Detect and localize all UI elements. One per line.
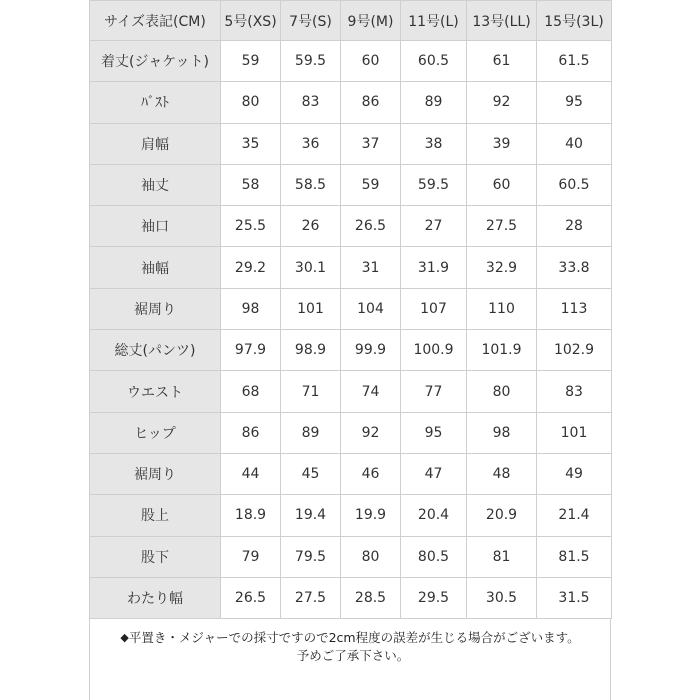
table-row bbox=[90, 247, 612, 288]
row-label: ﾊﾞｽﾄ bbox=[90, 82, 221, 123]
row-label: 股上 bbox=[90, 495, 221, 536]
size-value-cell: 36 bbox=[281, 123, 341, 164]
size-value-cell: 77 bbox=[401, 371, 467, 412]
size-value-cell: 26 bbox=[281, 206, 341, 247]
row-label: 肩幅 bbox=[90, 123, 221, 164]
size-value-cell: 28.5 bbox=[341, 577, 401, 618]
size-value-cell: 58.5 bbox=[281, 164, 341, 205]
header-size-11: 11号(L) bbox=[401, 1, 467, 41]
size-value-cell: 59.5 bbox=[281, 41, 341, 82]
header-size-13: 13号(LL) bbox=[467, 1, 537, 41]
size-value-cell: 47 bbox=[401, 453, 467, 494]
size-value-cell: 46 bbox=[341, 453, 401, 494]
size-value-cell: 19.9 bbox=[341, 495, 401, 536]
size-value-cell: 40 bbox=[537, 123, 612, 164]
size-value-cell: 30.1 bbox=[281, 247, 341, 288]
size-value-cell: 29.2 bbox=[221, 247, 281, 288]
measurement-note bbox=[89, 629, 611, 677]
size-value-cell: 26.5 bbox=[341, 206, 401, 247]
size-value-cell: 92 bbox=[467, 82, 537, 123]
size-value-cell: 18.9 bbox=[221, 495, 281, 536]
size-value-cell: 83 bbox=[537, 371, 612, 412]
size-value-cell: 27.5 bbox=[281, 577, 341, 618]
size-value-cell: 32.9 bbox=[467, 247, 537, 288]
size-value-cell: 80 bbox=[221, 82, 281, 123]
size-value-cell: 81.5 bbox=[537, 536, 612, 577]
row-label: 袖口 bbox=[90, 206, 221, 247]
table-row bbox=[90, 536, 612, 577]
size-value-cell: 80 bbox=[341, 536, 401, 577]
size-value-cell: 98 bbox=[221, 288, 281, 329]
size-value-cell: 31.9 bbox=[401, 247, 467, 288]
header-size-9: 9号(M) bbox=[341, 1, 401, 41]
header-row bbox=[90, 1, 612, 41]
size-value-cell: 61.5 bbox=[537, 41, 612, 82]
size-value-cell: 26.5 bbox=[221, 577, 281, 618]
size-value-cell: 60 bbox=[467, 164, 537, 205]
size-value-cell: 99.9 bbox=[341, 330, 401, 371]
table-row bbox=[90, 123, 612, 164]
size-value-cell: 101.9 bbox=[467, 330, 537, 371]
size-value-cell: 27 bbox=[401, 206, 467, 247]
size-value-cell: 60.5 bbox=[537, 164, 612, 205]
size-value-cell: 74 bbox=[341, 371, 401, 412]
table-row bbox=[90, 453, 612, 494]
note-text-1: 平置き・メジャーでの採寸ですので2cm程度の誤差が生じる場合がございます。 bbox=[128, 630, 580, 645]
row-label: 着丈(ジャケット) bbox=[90, 41, 221, 82]
size-value-cell: 95 bbox=[401, 412, 467, 453]
table-row bbox=[90, 82, 612, 123]
diamond-bullet-icon: ◆ bbox=[120, 631, 129, 644]
size-value-cell: 98.9 bbox=[281, 330, 341, 371]
size-value-cell: 102.9 bbox=[537, 330, 612, 371]
size-value-cell: 27.5 bbox=[467, 206, 537, 247]
table-row bbox=[90, 371, 612, 412]
size-value-cell: 25.5 bbox=[221, 206, 281, 247]
size-value-cell: 35 bbox=[221, 123, 281, 164]
header-size-7: 7号(S) bbox=[281, 1, 341, 41]
size-value-cell: 83 bbox=[281, 82, 341, 123]
size-value-cell: 98 bbox=[467, 412, 537, 453]
header-size-15: 15号(3L) bbox=[537, 1, 612, 41]
size-value-cell: 37 bbox=[341, 123, 401, 164]
header-size-5: 5号(XS) bbox=[221, 1, 281, 41]
row-label: 袖丈 bbox=[90, 164, 221, 205]
size-value-cell: 81 bbox=[467, 536, 537, 577]
size-value-cell: 31.5 bbox=[537, 577, 612, 618]
size-value-cell: 97.9 bbox=[221, 330, 281, 371]
size-value-cell: 79 bbox=[221, 536, 281, 577]
size-value-cell: 30.5 bbox=[467, 577, 537, 618]
row-label: ウエスト bbox=[90, 371, 221, 412]
table-row bbox=[90, 330, 612, 371]
size-value-cell: 45 bbox=[281, 453, 341, 494]
size-value-cell: 38 bbox=[401, 123, 467, 164]
table-row bbox=[90, 412, 612, 453]
row-label: 股下 bbox=[90, 536, 221, 577]
size-value-cell: 68 bbox=[221, 371, 281, 412]
size-value-cell: 60 bbox=[341, 41, 401, 82]
size-value-cell: 80.5 bbox=[401, 536, 467, 577]
row-label: わたり幅 bbox=[90, 577, 221, 618]
size-value-cell: 71 bbox=[281, 371, 341, 412]
size-value-cell: 104 bbox=[341, 288, 401, 329]
size-value-cell: 101 bbox=[537, 412, 612, 453]
size-value-cell: 20.9 bbox=[467, 495, 537, 536]
size-value-cell: 48 bbox=[467, 453, 537, 494]
size-value-cell: 58 bbox=[221, 164, 281, 205]
size-value-cell: 39 bbox=[467, 123, 537, 164]
size-value-cell: 44 bbox=[221, 453, 281, 494]
table-row bbox=[90, 495, 612, 536]
size-value-cell: 80 bbox=[467, 371, 537, 412]
size-value-cell: 59.5 bbox=[401, 164, 467, 205]
size-value-cell: 113 bbox=[537, 288, 612, 329]
size-value-cell: 20.4 bbox=[401, 495, 467, 536]
table-row bbox=[90, 164, 612, 205]
size-value-cell: 95 bbox=[537, 82, 612, 123]
size-value-cell: 110 bbox=[467, 288, 537, 329]
note-line-2: 予めご了承下さい。 bbox=[296, 648, 410, 663]
size-value-cell: 29.5 bbox=[401, 577, 467, 618]
size-value-cell: 86 bbox=[341, 82, 401, 123]
table-row bbox=[90, 577, 612, 618]
size-value-cell: 28 bbox=[537, 206, 612, 247]
size-value-cell: 60.5 bbox=[401, 41, 467, 82]
size-value-cell: 92 bbox=[341, 412, 401, 453]
size-value-cell: 59 bbox=[341, 164, 401, 205]
size-value-cell: 31 bbox=[341, 247, 401, 288]
row-label: 袖幅 bbox=[90, 247, 221, 288]
size-value-cell: 79.5 bbox=[281, 536, 341, 577]
row-label: ヒップ bbox=[90, 412, 221, 453]
size-value-cell: 19.4 bbox=[281, 495, 341, 536]
size-value-cell: 61 bbox=[467, 41, 537, 82]
size-value-cell: 86 bbox=[221, 412, 281, 453]
size-value-cell: 89 bbox=[401, 82, 467, 123]
size-value-cell: 101 bbox=[281, 288, 341, 329]
size-value-cell: 21.4 bbox=[537, 495, 612, 536]
note-line-1 bbox=[89, 629, 611, 647]
row-label: 裾周り bbox=[90, 453, 221, 494]
header-size-label: サイズ表記(CM) bbox=[90, 1, 221, 41]
size-value-cell: 59 bbox=[221, 41, 281, 82]
size-value-cell: 100.9 bbox=[401, 330, 467, 371]
row-label: 総丈(パンツ) bbox=[90, 330, 221, 371]
table-row bbox=[90, 206, 612, 247]
row-label: 裾周り bbox=[90, 288, 221, 329]
size-chart-table bbox=[89, 0, 612, 619]
table-row bbox=[90, 288, 612, 329]
size-value-cell: 33.8 bbox=[537, 247, 612, 288]
table-row bbox=[90, 41, 612, 82]
size-value-cell: 107 bbox=[401, 288, 467, 329]
size-value-cell: 89 bbox=[281, 412, 341, 453]
size-value-cell: 49 bbox=[537, 453, 612, 494]
